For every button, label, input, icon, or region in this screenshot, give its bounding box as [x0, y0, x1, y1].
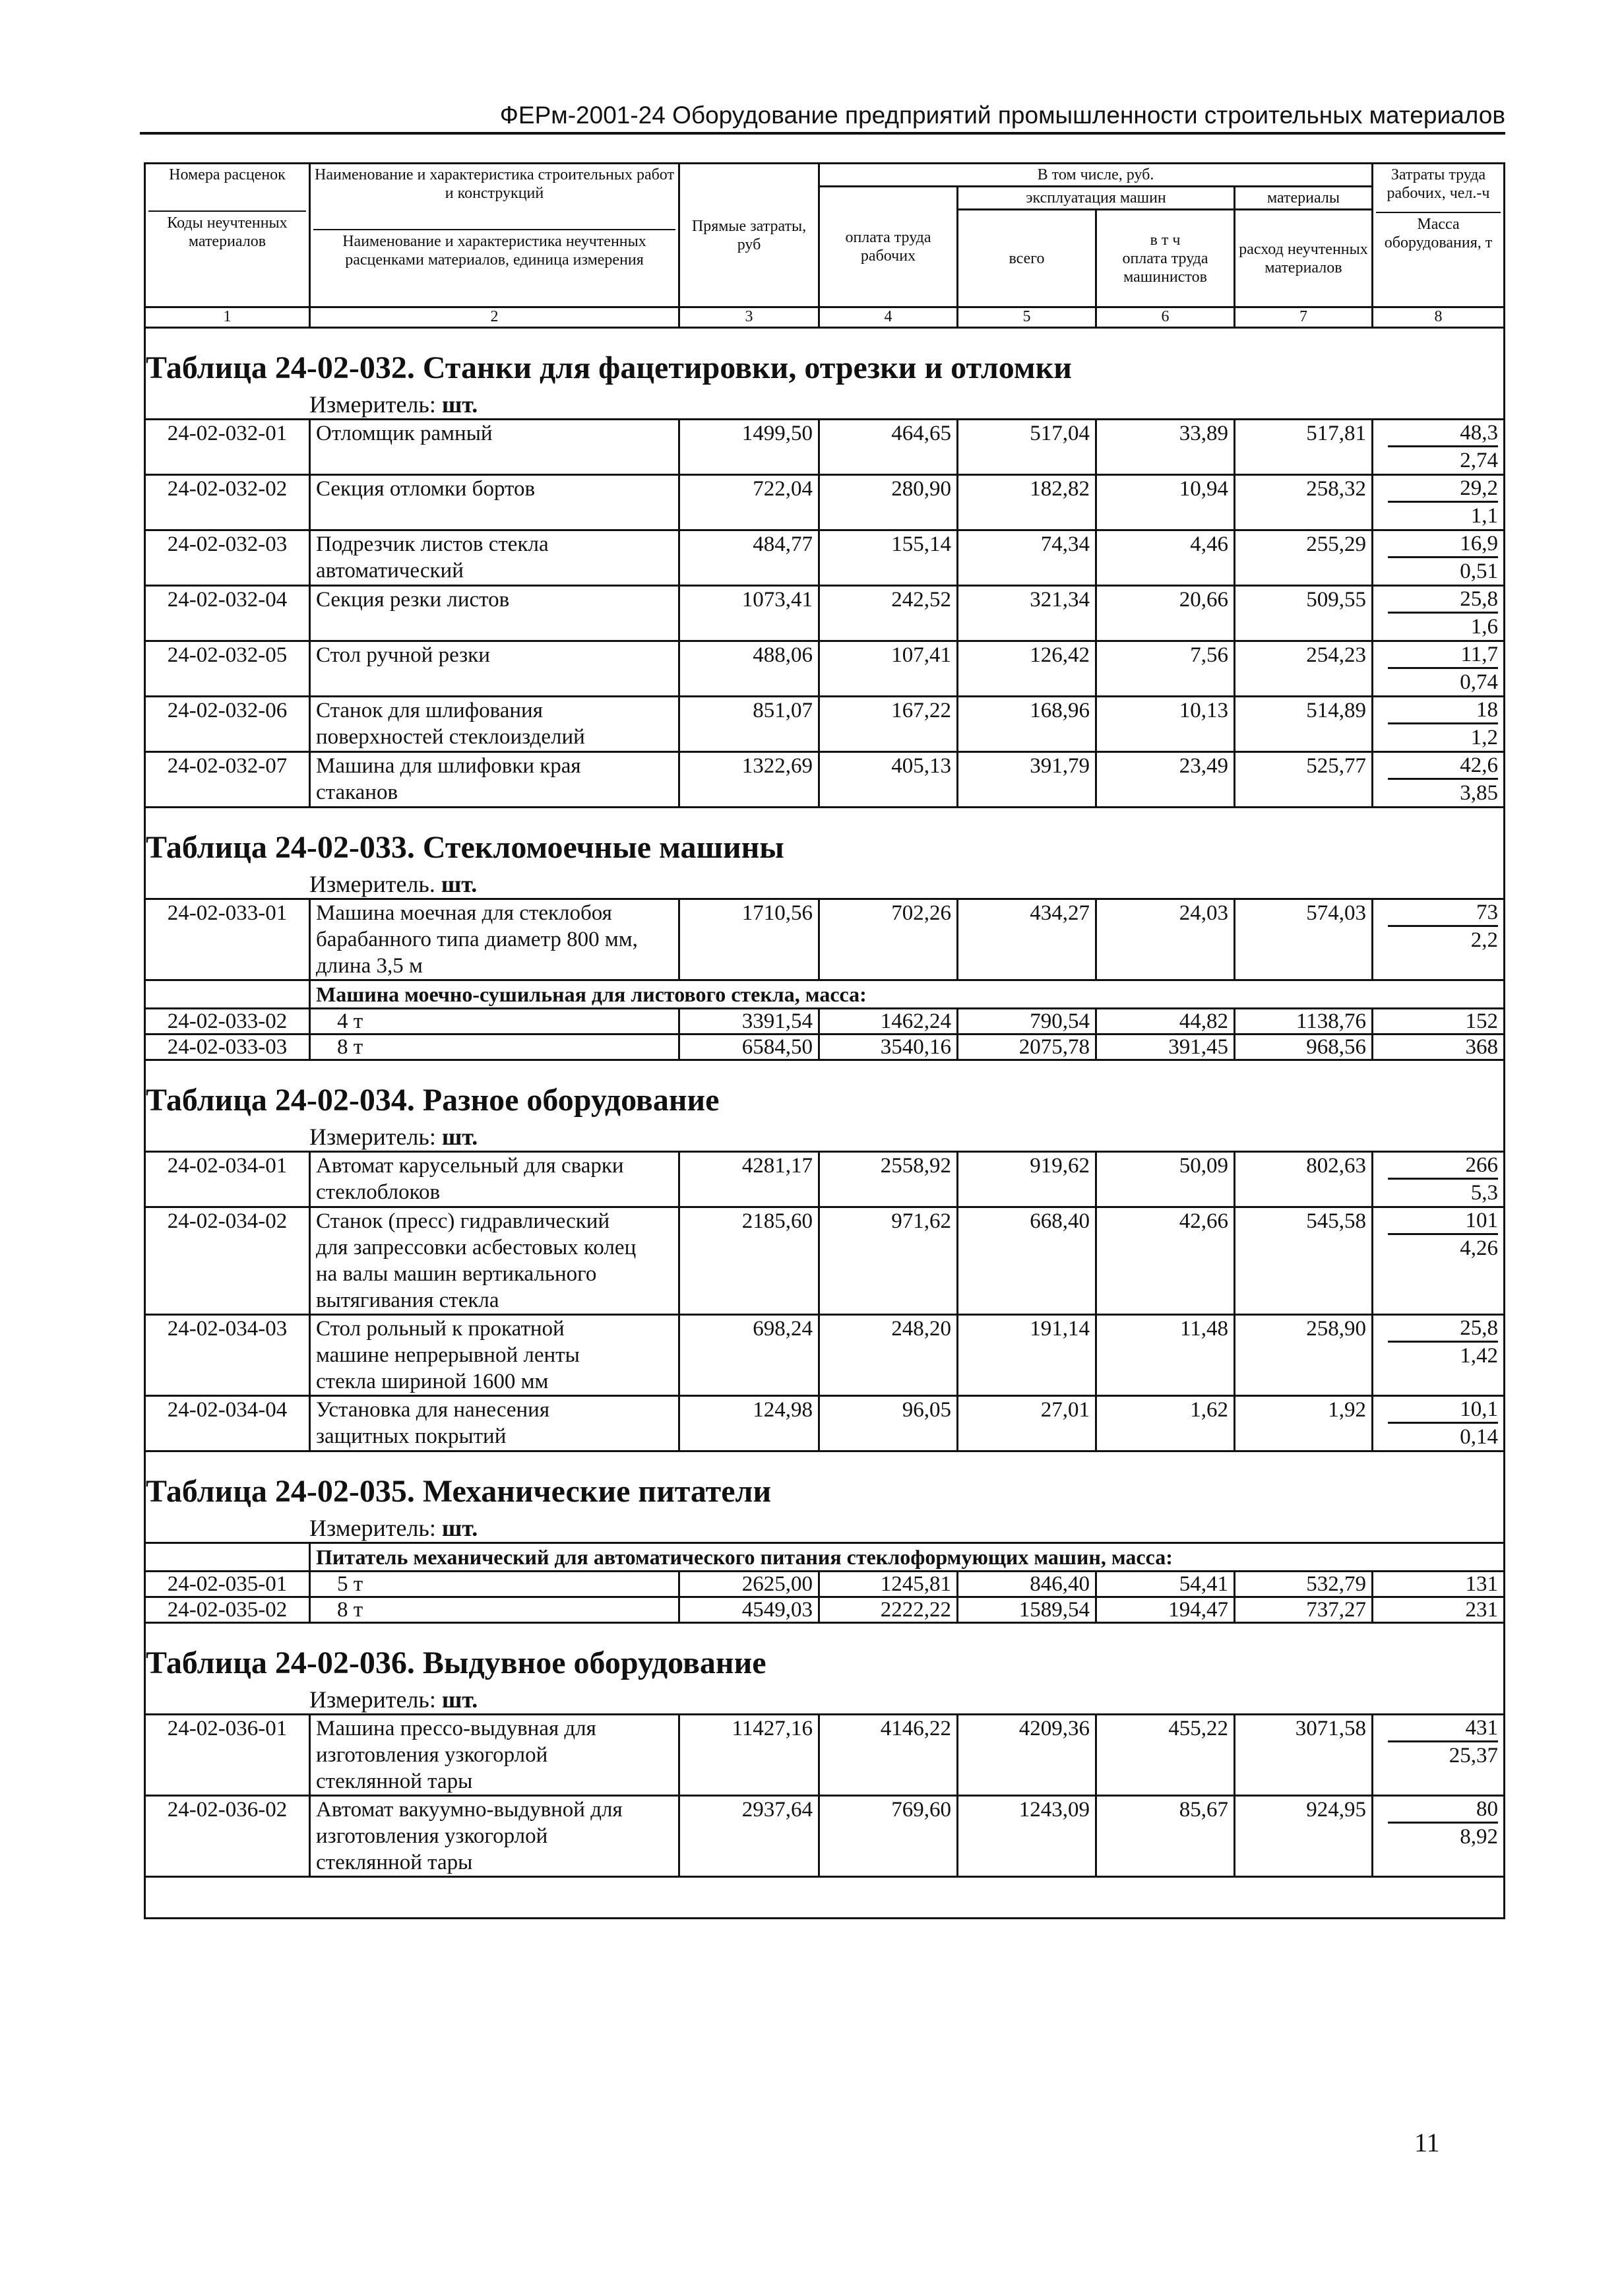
- machines-total: 434,27: [958, 899, 1096, 980]
- table-title: Таблица 24-02-032. Станки для фацетировки, отрезки и отломки: [145, 339, 1505, 388]
- workers-pay: 971,62: [819, 1207, 958, 1315]
- table-row: [145, 697, 1505, 752]
- machines-total: 517,04: [958, 420, 1096, 475]
- col-workers-pay: оплата труда рабочих: [819, 187, 958, 307]
- labor-mass: [1373, 697, 1505, 752]
- item-name-line: автоматический: [316, 559, 464, 583]
- unit-value: шт.: [441, 1124, 478, 1150]
- item-name: [310, 475, 679, 530]
- mass-value: 2,74: [1460, 449, 1498, 472]
- rate-code: 24-02-033-03: [145, 1035, 310, 1060]
- workers-pay: 96,05: [819, 1396, 958, 1451]
- machinists-pay: 10,94: [1096, 475, 1235, 530]
- direct-cost: 1322,69: [679, 752, 819, 808]
- labor-value: 29,2: [1388, 476, 1498, 503]
- item-name-line: Станок (пресс) гидравлический: [316, 1209, 610, 1233]
- labor-value: 266: [1388, 1153, 1498, 1180]
- item-name: [310, 530, 679, 586]
- machinists-pay: 194,47: [1096, 1597, 1235, 1623]
- machinists-pay: 10,13: [1096, 697, 1235, 752]
- col-machines: эксплуатация машин: [958, 187, 1235, 210]
- labor-value: 80: [1388, 1797, 1498, 1824]
- materials-cost: 514,89: [1235, 697, 1373, 752]
- table-row: [145, 1207, 1505, 1315]
- item-name-line: на валы машин вертикального: [316, 1262, 597, 1286]
- workers-pay: 107,41: [819, 641, 958, 697]
- machines-total: 391,79: [958, 752, 1096, 808]
- col-direct: Прямые затраты, руб: [679, 164, 819, 307]
- workers-pay: 248,20: [819, 1315, 958, 1396]
- labor-value: 16,9: [1388, 531, 1498, 558]
- machinists-pay: 23,49: [1096, 752, 1235, 808]
- labor-value: 25,8: [1388, 587, 1498, 614]
- item-name-line: стаканов: [316, 780, 398, 804]
- mass-value: 0,51: [1460, 559, 1498, 583]
- mass-value: 1,42: [1460, 1344, 1498, 1368]
- item-name-line: Установка для нанесения: [316, 1398, 550, 1422]
- item-name-line: изготовления узкогорлой: [316, 1824, 548, 1848]
- materials-cost: 737,27: [1235, 1597, 1373, 1623]
- labor-mass: [1373, 641, 1505, 697]
- rate-code: 24-02-032-05: [145, 641, 310, 697]
- machinists-pay: 391,45: [1096, 1035, 1235, 1060]
- labor-mass: [1373, 899, 1505, 980]
- materials-cost: 968,56: [1235, 1035, 1373, 1060]
- col-labor: Затраты труда рабочих, чел.-ч: [1387, 166, 1490, 202]
- item-name: 5 т: [310, 1572, 679, 1597]
- item-name-line: стеклянной тары: [316, 1851, 473, 1874]
- workers-pay: 3540,16: [819, 1035, 958, 1060]
- machinists-pay: 85,67: [1096, 1796, 1235, 1877]
- item-name: [310, 697, 679, 752]
- materials-cost: 532,79: [1235, 1572, 1373, 1597]
- item-name: 8 т: [310, 1597, 679, 1623]
- col-machinists-pay: оплата труда машинистов: [1122, 249, 1208, 286]
- item-name-line: Стол ручной резки: [316, 643, 490, 667]
- col-rate-number: Номера расценок: [169, 166, 286, 183]
- materials-cost: 924,95: [1235, 1796, 1373, 1877]
- labor-value: 11,7: [1388, 642, 1498, 669]
- machinists-pay: 42,66: [1096, 1207, 1235, 1315]
- direct-cost: 2625,00: [679, 1572, 819, 1597]
- labor-value: 18: [1388, 697, 1498, 724]
- col-name-main: Наименование и характеристика строительных работ и конструкций: [315, 166, 674, 202]
- item-name: [310, 586, 679, 641]
- item-name: [310, 1715, 679, 1796]
- direct-cost: 2937,64: [679, 1796, 819, 1877]
- group-title: Питатель механический для автоматического питания стеклоформующих машин, масса:: [310, 1543, 1505, 1572]
- direct-cost: 488,06: [679, 641, 819, 697]
- col-number: 4: [819, 307, 958, 328]
- workers-pay: 2222,22: [819, 1597, 958, 1623]
- materials-cost: 1,92: [1235, 1396, 1373, 1451]
- col-number: 8: [1373, 307, 1505, 328]
- machines-total: 1589,54: [958, 1597, 1096, 1623]
- workers-pay: 155,14: [819, 530, 958, 586]
- unit-line: [145, 1120, 1505, 1152]
- item-name-line: Секция резки листов: [316, 588, 510, 612]
- workers-pay: 769,60: [819, 1796, 958, 1877]
- table-row: [145, 475, 1505, 530]
- materials-cost: 517,81: [1235, 420, 1373, 475]
- table-row: [145, 1572, 1505, 1597]
- rate-code: 24-02-036-01: [145, 1715, 310, 1796]
- materials-cost: 525,77: [1235, 752, 1373, 808]
- machinists-pay: 11,48: [1096, 1315, 1235, 1396]
- machinists-pay: 54,41: [1096, 1572, 1235, 1597]
- col-name-sub: Наименование и характеристика неучтенных расценками материалов, единица измерения: [313, 229, 675, 269]
- item-name-line: барабанного типа диаметр 800 мм,: [316, 928, 638, 951]
- labor-mass: [1373, 1396, 1505, 1451]
- machines-total: 2075,78: [958, 1035, 1096, 1060]
- group-row: [145, 980, 1505, 1009]
- unit-line: [145, 868, 1505, 899]
- workers-pay: 1462,24: [819, 1009, 958, 1035]
- labor-mass: [1373, 1207, 1505, 1315]
- workers-pay: 167,22: [819, 697, 958, 752]
- table-row: [145, 752, 1505, 808]
- machines-total: 27,01: [958, 1396, 1096, 1451]
- item-name-line: Подрезчик листов стекла: [316, 532, 549, 556]
- col-including: В том числе, руб.: [819, 164, 1373, 187]
- rate-code: 24-02-033-01: [145, 899, 310, 980]
- machines-total: 74,34: [958, 530, 1096, 586]
- rate-code: 24-02-035-02: [145, 1597, 310, 1623]
- machines-total: 1243,09: [958, 1796, 1096, 1877]
- item-name-line: стеклоблоков: [316, 1180, 441, 1204]
- item-name-line: защитных покрытий: [316, 1424, 507, 1448]
- item-name: [310, 1315, 679, 1396]
- labor-value: 231: [1373, 1597, 1505, 1623]
- table-row: [145, 1396, 1505, 1451]
- rate-code: 24-02-032-02: [145, 475, 310, 530]
- item-name-line: длина 3,5 м: [316, 954, 423, 978]
- unit-value: шт.: [441, 1515, 478, 1541]
- direct-cost: 722,04: [679, 475, 819, 530]
- item-name-line: Автомат вакуумно-выдувной для: [316, 1798, 623, 1822]
- item-name-line: поверхностей стеклоизделий: [316, 725, 585, 749]
- item-name-line: Машина для шлифовки края: [316, 754, 581, 778]
- group-title: Машина моечно-сушильная для листового стекла, масса:: [310, 980, 1505, 1009]
- machinists-pay: 50,09: [1096, 1152, 1235, 1207]
- table-title: Таблица 24-02-035. Механические питатели: [145, 1463, 1505, 1512]
- workers-pay: 1245,81: [819, 1572, 958, 1597]
- machines-total: 919,62: [958, 1152, 1096, 1207]
- unit-line: [145, 388, 1505, 420]
- labor-value: 101: [1388, 1208, 1498, 1235]
- direct-cost: 851,07: [679, 697, 819, 752]
- machinists-pay: 44,82: [1096, 1009, 1235, 1035]
- table-title: Таблица 24-02-036. Выдувное оборудование: [145, 1634, 1505, 1683]
- direct-cost: 1710,56: [679, 899, 819, 980]
- labor-value: 152: [1373, 1009, 1505, 1035]
- rate-code: 24-02-035-01: [145, 1572, 310, 1597]
- rate-code: 24-02-034-03: [145, 1315, 310, 1396]
- labor-mass: [1373, 475, 1505, 530]
- materials-cost: 545,58: [1235, 1207, 1373, 1315]
- mass-value: 1,2: [1470, 726, 1498, 749]
- table-row: [145, 1315, 1505, 1396]
- machines-total: 790,54: [958, 1009, 1096, 1035]
- table-row: [145, 1597, 1505, 1623]
- column-number-row: [145, 307, 1505, 328]
- unit-label: Измеритель:: [309, 391, 436, 418]
- col-number: 2: [310, 307, 679, 328]
- item-name: [310, 1207, 679, 1315]
- labor-value: 73: [1388, 900, 1498, 927]
- unit-line: [145, 1683, 1505, 1715]
- group-row: [145, 1543, 1505, 1572]
- materials-cost: 1138,76: [1235, 1009, 1373, 1035]
- item-name-line: Станок для шлифования: [316, 699, 543, 722]
- item-name-line: стеклянной тары: [316, 1769, 473, 1793]
- labor-mass: [1373, 1315, 1505, 1396]
- item-name: [310, 1152, 679, 1207]
- workers-pay: 464,65: [819, 420, 958, 475]
- item-name-line: стекла шириной 1600 мм: [316, 1370, 549, 1393]
- machines-total: 191,14: [958, 1315, 1096, 1396]
- rate-code: 24-02-034-04: [145, 1396, 310, 1451]
- item-name-line: Машина моечная для стеклобоя: [316, 901, 612, 925]
- table-row: [145, 586, 1505, 641]
- machinists-pay: 24,03: [1096, 899, 1235, 980]
- item-name-line: Стол рольный к прокатной: [316, 1317, 565, 1341]
- direct-cost: 1073,41: [679, 586, 819, 641]
- machines-total: 321,34: [958, 586, 1096, 641]
- unit-line: [145, 1512, 1505, 1543]
- table-row: [145, 530, 1505, 586]
- machinists-pay: 33,89: [1096, 420, 1235, 475]
- rates-table: [144, 162, 1505, 1919]
- direct-cost: 124,98: [679, 1396, 819, 1451]
- labor-value: 131: [1373, 1572, 1505, 1597]
- rate-code: 24-02-032-01: [145, 420, 310, 475]
- direct-cost: 11427,16: [679, 1715, 819, 1796]
- table-title: Таблица 24-02-034. Разное оборудование: [145, 1071, 1505, 1120]
- rate-code: 24-02-032-06: [145, 697, 310, 752]
- machinists-pay: 1,62: [1096, 1396, 1235, 1451]
- unit-value: шт.: [441, 391, 478, 418]
- item-name-line: Машина прессо-выдувная для: [316, 1717, 596, 1740]
- unit-label: Измеритель:: [309, 1686, 436, 1713]
- col-machines-incl: в т ч: [1150, 231, 1181, 249]
- materials-cost: 258,32: [1235, 475, 1373, 530]
- rate-code: 24-02-034-02: [145, 1207, 310, 1315]
- page-header: ФЕРм-2001-24 Оборудование предприятий промышленности строительных материалов: [140, 102, 1505, 135]
- materials-cost: 254,23: [1235, 641, 1373, 697]
- col-number: 7: [1235, 307, 1373, 328]
- unit-label: Измеритель:: [309, 1124, 436, 1150]
- table-row: [145, 1152, 1505, 1207]
- item-name: [310, 899, 679, 980]
- direct-cost: 6584,50: [679, 1035, 819, 1060]
- col-materials: материалы: [1235, 187, 1373, 210]
- workers-pay: 242,52: [819, 586, 958, 641]
- col-materials-expense: расход неучтенных материалов: [1235, 210, 1373, 307]
- materials-cost: 509,55: [1235, 586, 1373, 641]
- item-name: [310, 1796, 679, 1877]
- rate-code: 24-02-032-03: [145, 530, 310, 586]
- machines-total: 668,40: [958, 1207, 1096, 1315]
- col-number: 5: [958, 307, 1096, 328]
- machinists-pay: 20,66: [1096, 586, 1235, 641]
- machinists-pay: 455,22: [1096, 1715, 1235, 1796]
- labor-value: 25,8: [1388, 1316, 1498, 1343]
- column-header-row: [145, 164, 1505, 187]
- table-row: [145, 1009, 1505, 1035]
- labor-value: 10,1: [1388, 1397, 1498, 1424]
- labor-mass: [1373, 1715, 1505, 1796]
- item-name: 8 т: [310, 1035, 679, 1060]
- mass-value: 5,3: [1470, 1181, 1498, 1205]
- mass-value: 3,85: [1460, 781, 1498, 805]
- direct-cost: 4281,17: [679, 1152, 819, 1207]
- table-row: [145, 641, 1505, 697]
- labor-mass: [1373, 586, 1505, 641]
- mass-value: 0,74: [1460, 670, 1498, 694]
- machines-total: 846,40: [958, 1572, 1096, 1597]
- workers-pay: 702,26: [819, 899, 958, 980]
- table-title: Таблица 24-02-033. Стекломоечные машины: [145, 819, 1505, 868]
- direct-cost: 1499,50: [679, 420, 819, 475]
- table-row: [145, 1715, 1505, 1796]
- unit-value: шт.: [441, 1686, 478, 1713]
- machinists-pay: 7,56: [1096, 641, 1235, 697]
- direct-cost: 4549,03: [679, 1597, 819, 1623]
- machinists-pay: 4,46: [1096, 530, 1235, 586]
- unit-label: Измеритель.: [309, 871, 435, 897]
- col-number: 1: [145, 307, 310, 328]
- mass-value: 4,26: [1460, 1236, 1498, 1260]
- mass-value: 0,14: [1460, 1425, 1498, 1449]
- workers-pay: 405,13: [819, 752, 958, 808]
- col-number: 3: [679, 307, 819, 328]
- direct-cost: 3391,54: [679, 1009, 819, 1035]
- col-mass: Масса оборудования, т: [1376, 212, 1501, 252]
- machines-total: 4209,36: [958, 1715, 1096, 1796]
- item-name-line: для запрессовки асбестовых колец: [316, 1236, 637, 1259]
- item-name-line: вытягивания стекла: [316, 1289, 499, 1312]
- item-name: [310, 641, 679, 697]
- table-row: [145, 1796, 1505, 1877]
- labor-mass: [1373, 530, 1505, 586]
- item-name-line: Секция отломки бортов: [316, 477, 536, 501]
- machines-total: 126,42: [958, 641, 1096, 697]
- mass-value: 2,2: [1470, 928, 1498, 952]
- materials-cost: 574,03: [1235, 899, 1373, 980]
- col-machines-total: всего: [958, 210, 1096, 307]
- mass-value: 25,37: [1449, 1744, 1498, 1767]
- table-row: [145, 1035, 1505, 1060]
- labor-value: 48,3: [1388, 420, 1498, 447]
- unit-label: Измеритель:: [309, 1515, 436, 1541]
- item-name-line: машине непрерывной ленты: [316, 1343, 580, 1367]
- rate-code: 24-02-034-01: [145, 1152, 310, 1207]
- item-name: [310, 420, 679, 475]
- labor-mass: [1373, 1796, 1505, 1877]
- col-codes: Коды неучтенных материалов: [148, 210, 306, 251]
- labor-mass: [1373, 752, 1505, 808]
- direct-cost: 698,24: [679, 1315, 819, 1396]
- table-row: [145, 420, 1505, 475]
- item-name: [310, 752, 679, 808]
- rate-code: 24-02-032-07: [145, 752, 310, 808]
- item-name-line: Отломщик рамный: [316, 422, 493, 445]
- mass-value: 8,92: [1460, 1825, 1498, 1849]
- labor-mass: [1373, 1152, 1505, 1207]
- unit-value: шт.: [441, 871, 478, 897]
- workers-pay: 280,90: [819, 475, 958, 530]
- col-number: 6: [1096, 307, 1235, 328]
- labor-value: 368: [1373, 1035, 1505, 1060]
- materials-cost: 255,29: [1235, 530, 1373, 586]
- workers-pay: 2558,92: [819, 1152, 958, 1207]
- machines-total: 182,82: [958, 475, 1096, 530]
- labor-mass: [1373, 420, 1505, 475]
- page-number: 11: [1414, 2128, 1440, 2157]
- rate-code: 24-02-036-02: [145, 1796, 310, 1877]
- item-name: 4 т: [310, 1009, 679, 1035]
- direct-cost: 2185,60: [679, 1207, 819, 1315]
- rate-code: 24-02-033-02: [145, 1009, 310, 1035]
- labor-value: 42,6: [1388, 753, 1498, 780]
- materials-cost: 258,90: [1235, 1315, 1373, 1396]
- item-name-line: Автомат карусельный для сварки: [316, 1154, 624, 1178]
- mass-value: 1,6: [1470, 615, 1498, 639]
- item-name-line: изготовления узкогорлой: [316, 1743, 548, 1767]
- mass-value: 1,1: [1470, 504, 1498, 528]
- materials-cost: 802,63: [1235, 1152, 1373, 1207]
- direct-cost: 484,77: [679, 530, 819, 586]
- item-name: [310, 1396, 679, 1451]
- labor-value: 431: [1388, 1715, 1498, 1742]
- rate-code: 24-02-032-04: [145, 586, 310, 641]
- machines-total: 168,96: [958, 697, 1096, 752]
- workers-pay: 4146,22: [819, 1715, 958, 1796]
- materials-cost: 3071,58: [1235, 1715, 1373, 1796]
- table-row: [145, 899, 1505, 980]
